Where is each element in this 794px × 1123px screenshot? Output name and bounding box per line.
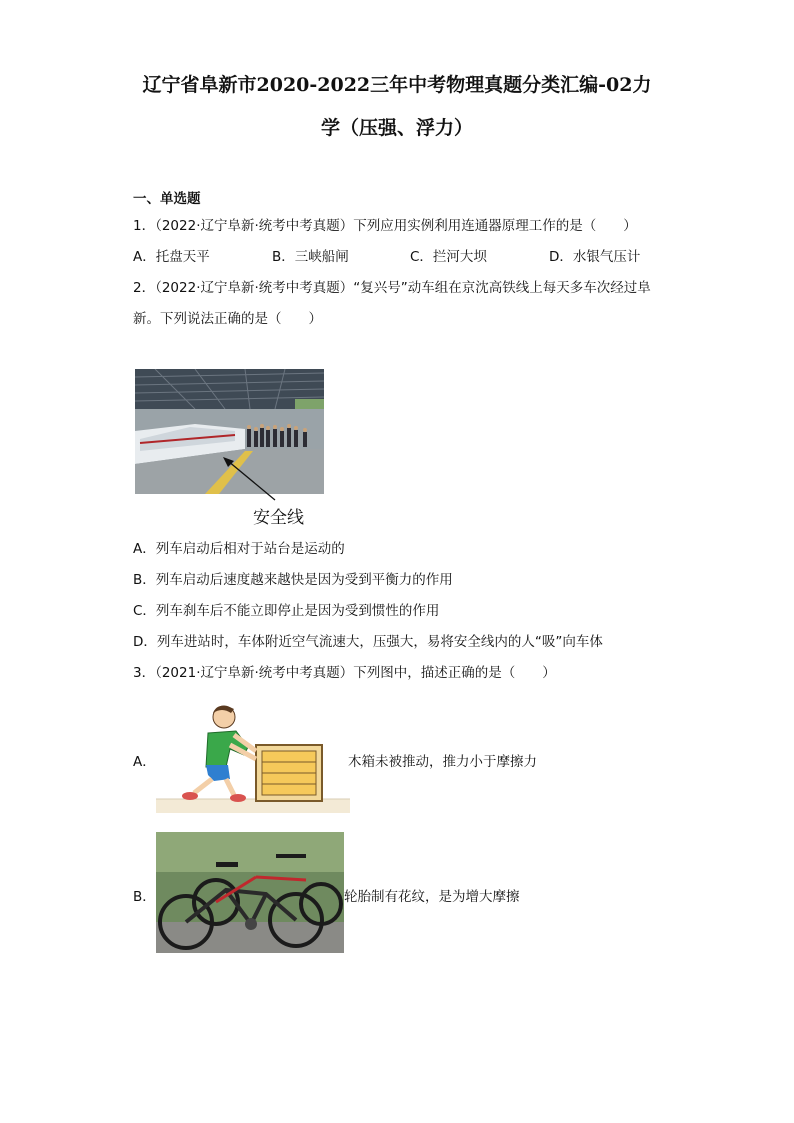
doc-title-line2: 学（压强、浮力）: [320, 117, 473, 139]
q3-option-b-text: 轮胎制有花纹，是为增大摩擦: [344, 889, 520, 905]
q2-stem-line2: 新。下列说法正确的是（ ）: [133, 311, 322, 327]
q2-option-d: D．列车进站时，车体附近空气流速大，压强大，易将安全线内的人“吸”向车体: [133, 634, 603, 650]
bicycles-photo: [156, 832, 344, 953]
safety-line-caption: 安全线: [253, 508, 304, 528]
q1-option-d: D．水银气压计: [549, 249, 641, 265]
q2-option-c: C．列车刹车后不能立即停止是因为受到惯性的作用: [133, 603, 440, 619]
q1-option-a: A．托盘天平: [133, 249, 210, 265]
q1-option-b: B．三峡船闸: [272, 249, 349, 265]
q3-stem: 3．（2021·辽宁阜新·统考中考真题）下列图中，描述正确的是（ ）: [133, 665, 556, 681]
arrow-icon: [220, 455, 280, 505]
q3-option-a-label: A．: [133, 754, 156, 770]
q1-option-c: C．拦河大坝: [410, 249, 487, 265]
q2-option-a: A．列车启动后相对于站台是运动的: [133, 541, 345, 557]
section-heading: 一、单选题: [133, 191, 201, 207]
doc-title-line1: 辽宁省阜新市2020-2022三年中考物理真题分类汇编-02力: [142, 74, 652, 96]
q2-stem-line1: 2．（2022·辽宁阜新·统考中考真题）“复兴号”动车组在京沈高铁线上每天多车次经过阜: [133, 280, 651, 296]
boy-pushing-box-illustration: [156, 695, 350, 813]
q1-stem: 1．（2022·辽宁阜新·统考中考真题）下列应用实例利用连通器原理工作的是（ ）: [133, 218, 637, 234]
q3-option-b-label: B．: [133, 889, 156, 905]
q3-option-a-text: 木箱未被推动，推力小于摩擦力: [348, 754, 537, 770]
q2-option-b: B．列车启动后速度越来越快是因为受到平衡力的作用: [133, 572, 453, 588]
